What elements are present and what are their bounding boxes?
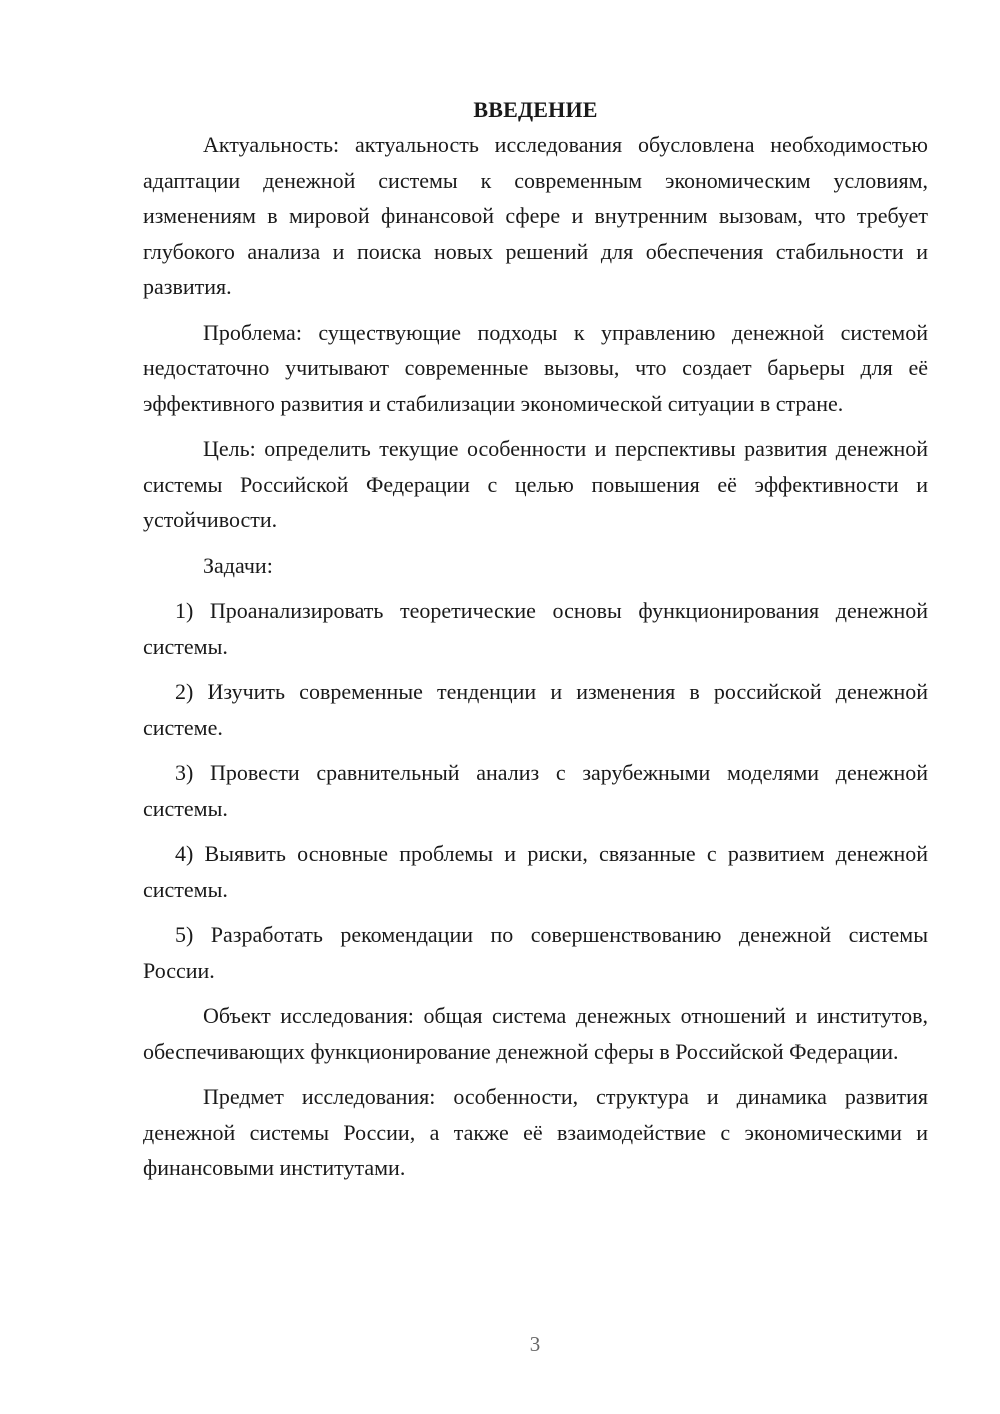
paragraph-object: Объект исследования: общая система денежных отношений и институтов, обеспечивающих функционирование денежной сферы в Российской Федерации. [143, 1003, 928, 1064]
document-page [143, 92, 928, 1186]
tasks-label: Задачи: [203, 552, 273, 578]
section-heading: ВВЕДЕНИЕ [473, 97, 598, 122]
paragraph-relevance: Актуальность: актуальность исследования обусловлена необходимостью адаптации денежной системы к современным экономическим условиям, изменениям в мировой финансовой сфере и внутренним вызовам, что требует глубокого анализа и поиска новых решений для обеспечения стабильности и развития. [143, 132, 928, 299]
task-item-1: 1) Проанализировать теоретические основы функционирования денежной системы. [143, 598, 928, 659]
task-item-2: 2) Изучить современные тенденции и изменения в российской денежной системе. [143, 679, 928, 740]
task-item-5: 5) Разработать рекомендации по совершенствованию денежной системы России. [143, 922, 928, 983]
paragraph-subject: Предмет исследования: особенности, структура и динамика развития денежной системы России, а также её взаимодействие с экономическими и финансовыми институтами. [143, 1084, 928, 1180]
tasks-list [143, 593, 928, 988]
paragraph-goal: Цель: определить текущие особенности и перспективы развития денежной системы Российской Федерации с целью повышения её эффективности и устойчивости. [143, 436, 928, 532]
paragraph-problem: Проблема: существующие подходы к управлению денежной системой недостаточно учитывают современные вызовы, что создает барьеры для её эффективного развития и стабилизации экономической ситуации в стране. [143, 319, 928, 416]
page-number: 3 [529, 1332, 541, 1356]
task-item-3: 3) Провести сравнительный анализ с зарубежными моделями денежной системы. [143, 760, 928, 821]
task-item-4: 4) Выявить основные проблемы и риски, связанные с развитием денежной системы. [143, 841, 928, 902]
